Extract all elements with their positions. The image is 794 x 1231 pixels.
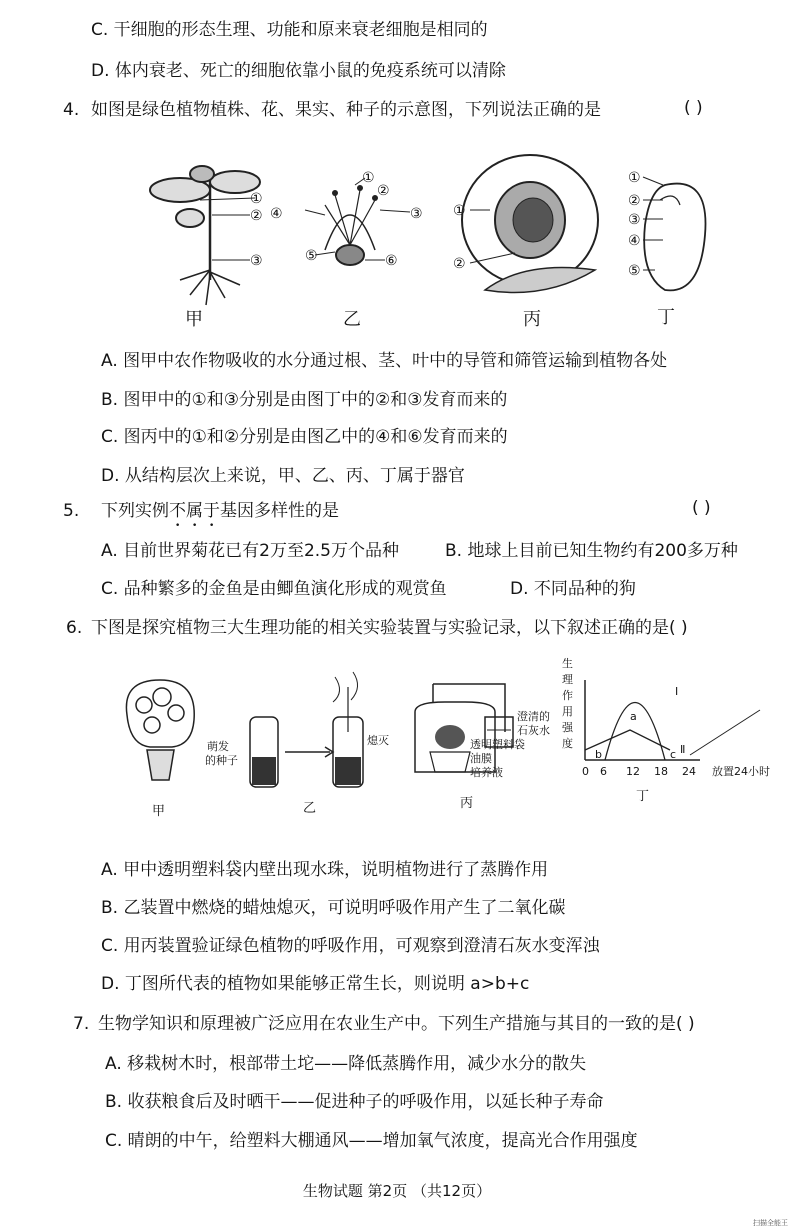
scanner-watermark: 扫描全能王 bbox=[753, 1219, 788, 1227]
q5-answer-paren: ( ) bbox=[692, 498, 711, 518]
ding-ylabel-5: 强 bbox=[562, 721, 573, 734]
q6-bing-caption: 丙 bbox=[460, 796, 474, 811]
q5-option-c: C. 品种繁多的金鱼是由鲫鱼演化形成的观赏鱼 bbox=[101, 579, 447, 599]
yi-label-3: ③ bbox=[410, 206, 423, 222]
ding-ylabel-3: 作 bbox=[562, 689, 573, 702]
ding-xtick-0: 0 bbox=[582, 765, 589, 778]
yi-label-5: ⑤ bbox=[305, 248, 318, 264]
page-footer: 生物试题 第2页 （共12页） bbox=[302, 1182, 492, 1200]
q4-stem: 如图是绿色植物植株、花、果实、种子的示意图，下列说法正确的是 bbox=[91, 100, 601, 120]
yi-caption: 乙 bbox=[343, 309, 361, 330]
q4-figure-ding bbox=[625, 165, 725, 330]
q6-limewater-line2: 石灰水 bbox=[517, 724, 550, 737]
q7-option-b: B. 收获粮食后及时晒干——促进种子的呼吸作用，以延长种子寿命 bbox=[105, 1092, 604, 1112]
q4-option-c: C. 图丙中的①和②分别是由图乙中的④和⑥发育而来的 bbox=[101, 427, 508, 447]
ding-xtick-24: 24 bbox=[682, 765, 696, 778]
ding-ylabel-2: 理 bbox=[562, 673, 573, 686]
q6-number: 6. bbox=[66, 618, 83, 638]
q7-stem: 生物学知识和原理被广泛应用在农业生产中。下列生产措施与其目的一致的是( ) bbox=[98, 1014, 695, 1034]
ding-curve-2: Ⅱ bbox=[680, 743, 686, 756]
q4-option-d: D. 从结构层次上来说，甲、乙、丙、丁属于器官 bbox=[101, 466, 465, 486]
ding-xlabel: 放置24小时 bbox=[712, 765, 770, 778]
ding-label-4: ④ bbox=[628, 233, 641, 249]
q4-answer-paren: ( ) bbox=[684, 98, 703, 118]
jia-label-2: ② bbox=[250, 208, 263, 224]
q6-jia-caption: 甲 bbox=[152, 804, 166, 819]
ding-ylabel-6: 度 bbox=[562, 737, 573, 750]
ding-label-2: ② bbox=[628, 193, 641, 209]
q6-bag-label: 透明塑料袋 bbox=[470, 738, 525, 751]
bing-label-2: ② bbox=[453, 256, 466, 272]
q4-figure-yi bbox=[265, 160, 435, 330]
q6-option-b: B. 乙装置中燃烧的蜡烛熄灭，可说明呼吸作用产生了二氧化碳 bbox=[101, 898, 566, 918]
q7-option-c: C. 晴朗的中午，给塑料大棚通风——增加氧气浓度，提高光合作用强度 bbox=[105, 1131, 638, 1151]
ding-area-c: c bbox=[670, 748, 677, 761]
ding-area-a: a bbox=[630, 710, 637, 723]
ding-xtick-12: 12 bbox=[626, 765, 640, 778]
yi-label-2: ② bbox=[377, 183, 390, 199]
q6-figure-jia bbox=[112, 675, 207, 825]
q6-stem: 下图是探究植物三大生理功能的相关实验装置与实验记录，以下叙述正确的是( ) bbox=[91, 618, 688, 638]
q3-option-d: D. 体内衰老、死亡的细胞依靠小鼠的免疫系统可以清除 bbox=[91, 61, 506, 81]
ding-caption: 丁 bbox=[657, 307, 675, 328]
yi-label-1: ① bbox=[362, 170, 375, 186]
ding-ylabel-1: 生 bbox=[562, 657, 573, 670]
q6-extinguish-label: 熄灭 bbox=[367, 734, 389, 747]
q4-option-b: B. 图甲中的①和③分别是由图丁中的②和③发育而来的 bbox=[101, 390, 508, 410]
bing-caption: 丙 bbox=[523, 309, 541, 330]
jia-label-1: ① bbox=[250, 191, 263, 207]
q5-option-a: A. 目前世界菊花已有2万至2.5万个品种 bbox=[101, 541, 399, 561]
q5-stem-post: 基因多样性的是 bbox=[220, 501, 339, 521]
q6-solution-label: 培养液 bbox=[470, 766, 503, 779]
q5-stem bbox=[101, 500, 339, 531]
q6-limewater-line1: 澄清的 bbox=[517, 710, 550, 723]
q5-stem-emphasis: 不属于 bbox=[169, 501, 220, 521]
q6-figure-ding-chart bbox=[560, 655, 785, 835]
q6-option-a: A. 甲中透明塑料袋内壁出现水珠，说明植物进行了蒸腾作用 bbox=[101, 860, 549, 880]
q5-stem-pre: 下列实例 bbox=[101, 501, 169, 521]
q5-option-b: B. 地球上目前已知生物约有200多万种 bbox=[445, 541, 738, 561]
ding-label-3: ③ bbox=[628, 212, 641, 228]
jia-caption: 甲 bbox=[185, 309, 203, 330]
q4-option-a: A. 图甲中农作物吸收的水分通过根、茎、叶中的导管和筛管运输到植物各处 bbox=[101, 351, 668, 371]
q3-option-c: C. 干细胞的形态生理、功能和原来衰老细胞是相同的 bbox=[91, 20, 488, 40]
ding-area-b: b bbox=[595, 748, 602, 761]
ding-label-5: ⑤ bbox=[628, 263, 641, 279]
q5-option-d: D. 不同品种的狗 bbox=[510, 579, 636, 599]
q6-figure-yi bbox=[205, 672, 395, 832]
ding-ylabel-4: 用 bbox=[562, 705, 573, 718]
q7-option-a: A. 移栽树木时，根部带土坨——降低蒸腾作用，减少水分的散失 bbox=[105, 1054, 587, 1074]
ding-xtick-18: 18 bbox=[654, 765, 668, 778]
q6-ding-caption: 丁 bbox=[636, 789, 650, 804]
q7-number: 7. bbox=[73, 1014, 90, 1034]
yi-label-6: ⑥ bbox=[385, 253, 398, 269]
ding-curve-1: Ⅰ bbox=[675, 685, 679, 698]
q4-figure-bing bbox=[445, 150, 615, 330]
ding-xtick-6: 6 bbox=[600, 765, 607, 778]
q5-number: 5. bbox=[63, 501, 80, 521]
q4-figure-jia bbox=[140, 160, 280, 330]
bing-label-1: ① bbox=[453, 203, 466, 219]
q6-seeds-label-1: 萌发 bbox=[207, 740, 229, 753]
q6-oil-label: 油膜 bbox=[470, 752, 492, 765]
q6-option-c: C. 用丙装置验证绿色植物的呼吸作用，可观察到澄清石灰水变浑浊 bbox=[101, 936, 600, 956]
q6-yi-caption: 乙 bbox=[303, 801, 317, 816]
q4-number: 4. bbox=[63, 100, 80, 120]
yi-label-4: ④ bbox=[270, 206, 283, 222]
q6-option-d: D. 丁图所代表的植物如果能够正常生长，则说明 a>b+c bbox=[101, 974, 530, 994]
ding-label-1: ① bbox=[628, 170, 641, 186]
q6-seeds-label-2: 的种子 bbox=[205, 754, 238, 767]
jia-label-3: ③ bbox=[250, 253, 263, 269]
